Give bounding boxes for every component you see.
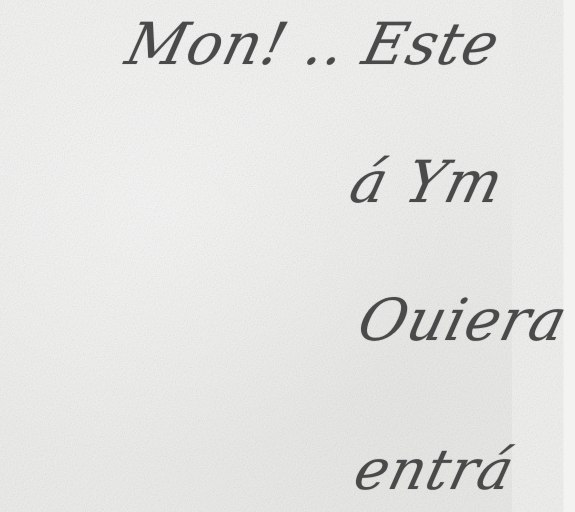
handwritten-line-2: á Ym <box>343 148 511 216</box>
handwritten-line-3: Ouiera <box>351 286 575 354</box>
handwritten-line-4: entrá <box>347 438 521 503</box>
handwritten-line-1: Mon! .. Este <box>119 10 507 78</box>
